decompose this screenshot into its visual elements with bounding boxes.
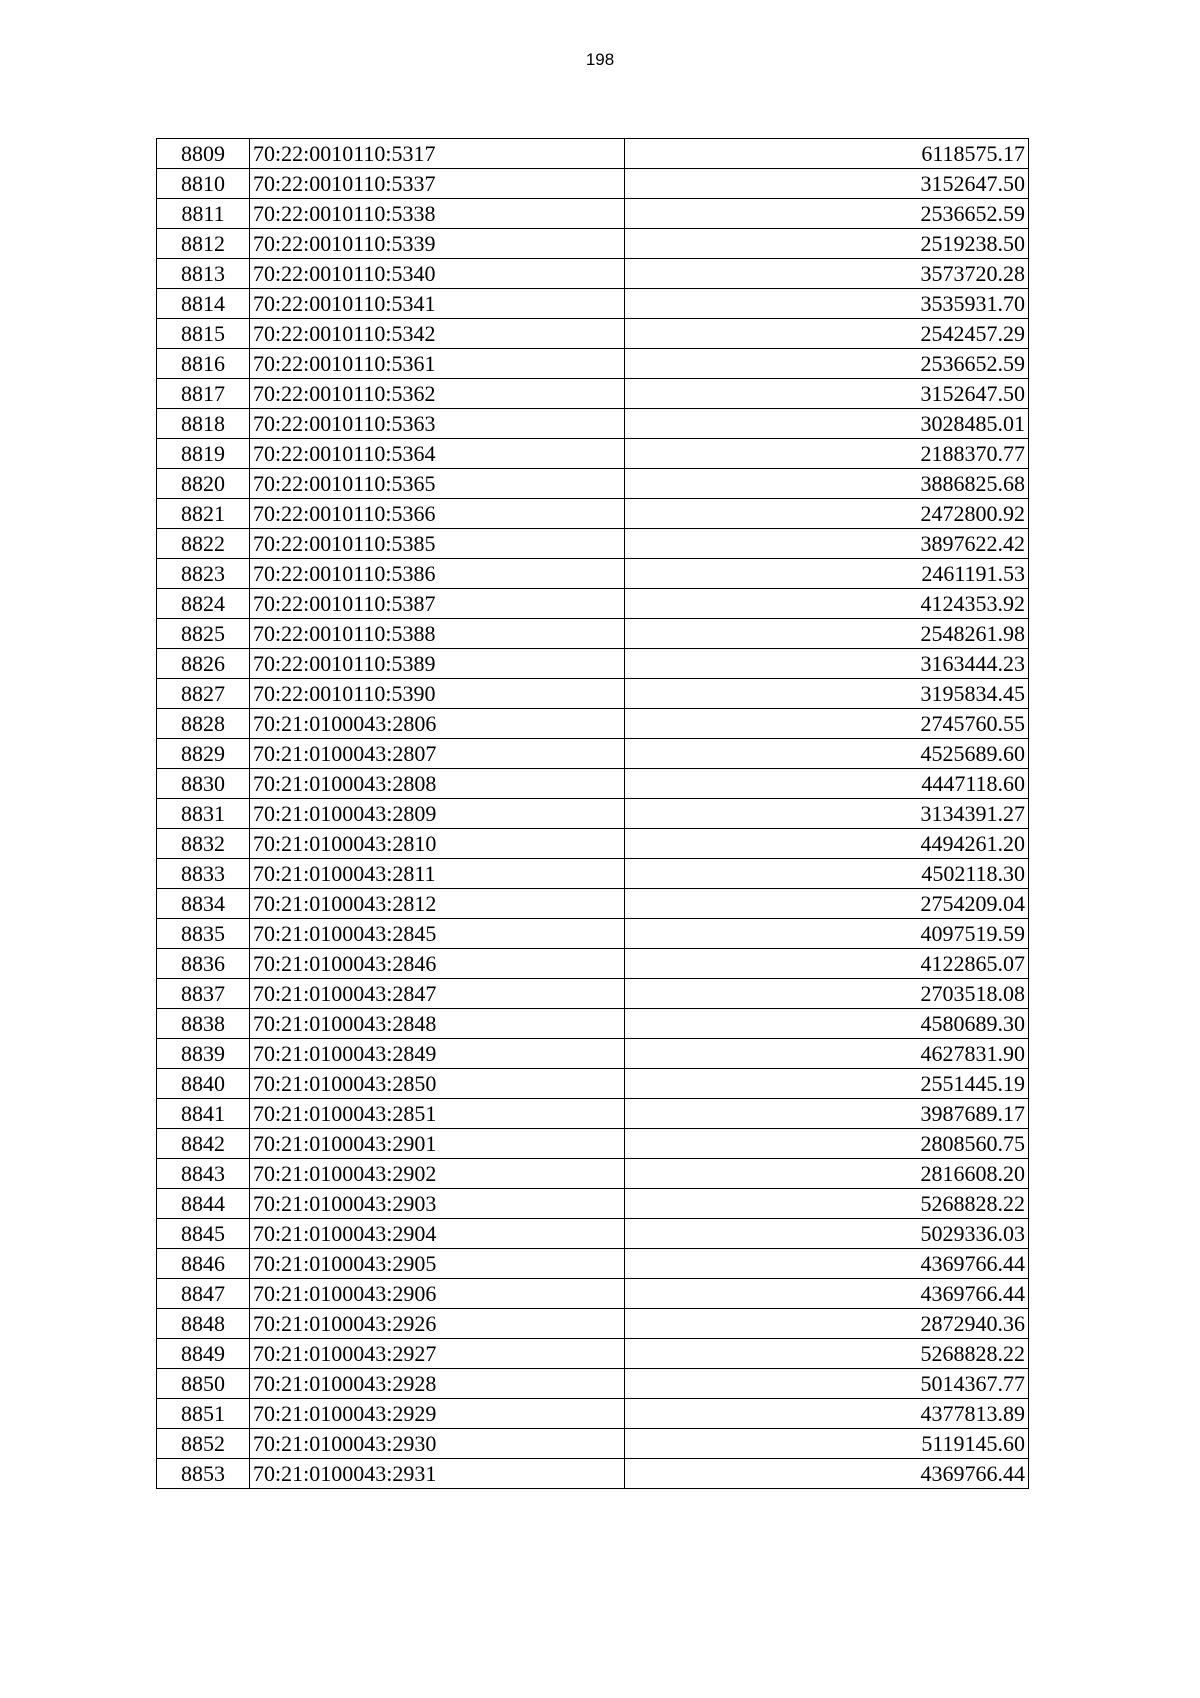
row-number-cell: 8826 <box>157 649 250 679</box>
cadastral-number-cell: 70:21:0100043:2901 <box>250 1129 625 1159</box>
value-cell: 2536652.59 <box>625 349 1029 379</box>
table-row <box>157 319 1029 349</box>
cadastral-number-cell: 70:22:0010110:5388 <box>250 619 625 649</box>
row-number-cell: 8824 <box>157 589 250 619</box>
row-number-cell: 8827 <box>157 679 250 709</box>
cadastral-number-cell: 70:22:0010110:5340 <box>250 259 625 289</box>
row-number-cell: 8835 <box>157 919 250 949</box>
cadastral-number-cell: 70:22:0010110:5387 <box>250 589 625 619</box>
row-number-cell: 8828 <box>157 709 250 739</box>
table-row <box>157 139 1029 169</box>
cadastral-number-cell: 70:21:0100043:2904 <box>250 1219 625 1249</box>
cadastral-number-cell: 70:22:0010110:5337 <box>250 169 625 199</box>
table-row <box>157 229 1029 259</box>
value-cell: 2461191.53 <box>625 559 1029 589</box>
cadastral-number-cell: 70:22:0010110:5338 <box>250 199 625 229</box>
table-row <box>157 649 1029 679</box>
row-number-cell: 8833 <box>157 859 250 889</box>
row-number-cell: 8850 <box>157 1369 250 1399</box>
value-cell: 2872940.36 <box>625 1309 1029 1339</box>
table-row <box>157 889 1029 919</box>
cadastral-number-cell: 70:21:0100043:2850 <box>250 1069 625 1099</box>
row-number-cell: 8821 <box>157 499 250 529</box>
value-cell: 4369766.44 <box>625 1279 1029 1309</box>
cadastral-number-cell: 70:21:0100043:2926 <box>250 1309 625 1339</box>
cadastral-number-cell: 70:22:0010110:5363 <box>250 409 625 439</box>
row-number-cell: 8830 <box>157 769 250 799</box>
row-number-cell: 8832 <box>157 829 250 859</box>
table-row <box>157 529 1029 559</box>
cadastral-number-cell: 70:22:0010110:5362 <box>250 379 625 409</box>
cadastral-number-cell: 70:21:0100043:2808 <box>250 769 625 799</box>
cadastral-number-cell: 70:21:0100043:2809 <box>250 799 625 829</box>
value-cell: 3152647.50 <box>625 379 1029 409</box>
value-cell: 3897622.42 <box>625 529 1029 559</box>
page-number: 198 <box>585 50 615 69</box>
value-cell: 4447118.60 <box>625 769 1029 799</box>
value-cell: 4377813.89 <box>625 1399 1029 1429</box>
value-cell: 3028485.01 <box>625 409 1029 439</box>
value-cell: 2188370.77 <box>625 439 1029 469</box>
value-cell: 2472800.92 <box>625 499 1029 529</box>
table-row <box>157 1279 1029 1309</box>
table-row <box>157 1459 1029 1489</box>
table-row <box>157 799 1029 829</box>
cadastral-number-cell: 70:22:0010110:5366 <box>250 499 625 529</box>
cadastral-number-cell: 70:21:0100043:2849 <box>250 1039 625 1069</box>
cadastral-number-cell: 70:21:0100043:2930 <box>250 1429 625 1459</box>
table-body <box>157 139 1029 1489</box>
value-cell: 3134391.27 <box>625 799 1029 829</box>
row-number-cell: 8849 <box>157 1339 250 1369</box>
table-row <box>157 1129 1029 1159</box>
row-number-cell: 8836 <box>157 949 250 979</box>
table-row <box>157 1159 1029 1189</box>
cadastral-number-cell: 70:21:0100043:2811 <box>250 859 625 889</box>
table-row <box>157 619 1029 649</box>
cadastral-number-cell: 70:22:0010110:5364 <box>250 439 625 469</box>
value-cell: 5029336.03 <box>625 1219 1029 1249</box>
cadastral-number-cell: 70:22:0010110:5317 <box>250 139 625 169</box>
row-number-cell: 8846 <box>157 1249 250 1279</box>
value-cell: 6118575.17 <box>625 139 1029 169</box>
table-row <box>157 349 1029 379</box>
cadastral-number-cell: 70:21:0100043:2845 <box>250 919 625 949</box>
cadastral-number-cell: 70:21:0100043:2846 <box>250 949 625 979</box>
row-number-cell: 8834 <box>157 889 250 919</box>
value-cell: 5268828.22 <box>625 1189 1029 1219</box>
table-row <box>157 1249 1029 1279</box>
row-number-cell: 8819 <box>157 439 250 469</box>
table-row <box>157 1429 1029 1459</box>
table-row <box>157 1399 1029 1429</box>
cadastral-number-cell: 70:21:0100043:2903 <box>250 1189 625 1219</box>
table-row <box>157 499 1029 529</box>
value-cell: 4494261.20 <box>625 829 1029 859</box>
table-row <box>157 169 1029 199</box>
table-row <box>157 1069 1029 1099</box>
cadastral-number-cell: 70:21:0100043:2851 <box>250 1099 625 1129</box>
cadastral-number-cell: 70:21:0100043:2927 <box>250 1339 625 1369</box>
row-number-cell: 8852 <box>157 1429 250 1459</box>
cadastral-number-cell: 70:21:0100043:2810 <box>250 829 625 859</box>
table-row <box>157 1039 1029 1069</box>
cadastral-number-cell: 70:22:0010110:5339 <box>250 229 625 259</box>
row-number-cell: 8837 <box>157 979 250 1009</box>
table-row <box>157 1219 1029 1249</box>
cadastral-number-cell: 70:21:0100043:2902 <box>250 1159 625 1189</box>
table-row <box>157 1099 1029 1129</box>
value-cell: 5014367.77 <box>625 1369 1029 1399</box>
cadastral-number-cell: 70:22:0010110:5365 <box>250 469 625 499</box>
row-number-cell: 8813 <box>157 259 250 289</box>
value-cell: 3163444.23 <box>625 649 1029 679</box>
value-cell: 2519238.50 <box>625 229 1029 259</box>
row-number-cell: 8811 <box>157 199 250 229</box>
row-number-cell: 8822 <box>157 529 250 559</box>
value-cell: 3573720.28 <box>625 259 1029 289</box>
row-number-cell: 8809 <box>157 139 250 169</box>
table-row <box>157 829 1029 859</box>
cadastral-number-cell: 70:22:0010110:5361 <box>250 349 625 379</box>
row-number-cell: 8851 <box>157 1399 250 1429</box>
table-row <box>157 589 1029 619</box>
row-number-cell: 8847 <box>157 1279 250 1309</box>
table-row <box>157 919 1029 949</box>
row-number-cell: 8840 <box>157 1069 250 1099</box>
table-row <box>157 259 1029 289</box>
table-row <box>157 1009 1029 1039</box>
row-number-cell: 8845 <box>157 1219 250 1249</box>
table-row <box>157 1189 1029 1219</box>
value-cell: 2745760.55 <box>625 709 1029 739</box>
cadastral-number-cell: 70:21:0100043:2906 <box>250 1279 625 1309</box>
table-row <box>157 859 1029 889</box>
table-row <box>157 739 1029 769</box>
value-cell: 4580689.30 <box>625 1009 1029 1039</box>
row-number-cell: 8841 <box>157 1099 250 1129</box>
value-cell: 4124353.92 <box>625 589 1029 619</box>
row-number-cell: 8815 <box>157 319 250 349</box>
row-number-cell: 8817 <box>157 379 250 409</box>
table-row <box>157 379 1029 409</box>
value-cell: 2551445.19 <box>625 1069 1029 1099</box>
row-number-cell: 8829 <box>157 739 250 769</box>
table-row <box>157 199 1029 229</box>
row-number-cell: 8810 <box>157 169 250 199</box>
value-cell: 2548261.98 <box>625 619 1029 649</box>
value-cell: 4369766.44 <box>625 1459 1029 1489</box>
cadastral-number-cell: 70:21:0100043:2847 <box>250 979 625 1009</box>
table-row <box>157 1339 1029 1369</box>
cadastral-number-cell: 70:21:0100043:2929 <box>250 1399 625 1429</box>
row-number-cell: 8820 <box>157 469 250 499</box>
table-row <box>157 1309 1029 1339</box>
row-number-cell: 8818 <box>157 409 250 439</box>
cadastral-number-cell: 70:21:0100043:2928 <box>250 1369 625 1399</box>
table-row <box>157 769 1029 799</box>
data-table <box>156 138 1029 1489</box>
value-cell: 3886825.68 <box>625 469 1029 499</box>
value-cell: 3987689.17 <box>625 1099 1029 1129</box>
cadastral-number-cell: 70:21:0100043:2848 <box>250 1009 625 1039</box>
value-cell: 2816608.20 <box>625 1159 1029 1189</box>
table-row <box>157 979 1029 1009</box>
table-row <box>157 469 1029 499</box>
value-cell: 4097519.59 <box>625 919 1029 949</box>
table-row <box>157 559 1029 589</box>
cadastral-number-cell: 70:21:0100043:2905 <box>250 1249 625 1279</box>
value-cell: 2536652.59 <box>625 199 1029 229</box>
cadastral-number-cell: 70:22:0010110:5386 <box>250 559 625 589</box>
value-cell: 3535931.70 <box>625 289 1029 319</box>
row-number-cell: 8825 <box>157 619 250 649</box>
table-row <box>157 949 1029 979</box>
row-number-cell: 8831 <box>157 799 250 829</box>
value-cell: 2542457.29 <box>625 319 1029 349</box>
cadastral-number-cell: 70:22:0010110:5389 <box>250 649 625 679</box>
value-cell: 2703518.08 <box>625 979 1029 1009</box>
value-cell: 4525689.60 <box>625 739 1029 769</box>
value-cell: 3152647.50 <box>625 169 1029 199</box>
value-cell: 3195834.45 <box>625 679 1029 709</box>
row-number-cell: 8812 <box>157 229 250 259</box>
row-number-cell: 8853 <box>157 1459 250 1489</box>
cadastral-number-cell: 70:21:0100043:2807 <box>250 739 625 769</box>
cadastral-number-cell: 70:21:0100043:2931 <box>250 1459 625 1489</box>
value-cell: 2808560.75 <box>625 1129 1029 1159</box>
cadastral-number-cell: 70:22:0010110:5341 <box>250 289 625 319</box>
cadastral-number-cell: 70:22:0010110:5390 <box>250 679 625 709</box>
row-number-cell: 8814 <box>157 289 250 319</box>
table-row <box>157 409 1029 439</box>
value-cell: 4122865.07 <box>625 949 1029 979</box>
row-number-cell: 8842 <box>157 1129 250 1159</box>
row-number-cell: 8839 <box>157 1039 250 1069</box>
value-cell: 4627831.90 <box>625 1039 1029 1069</box>
table-row <box>157 709 1029 739</box>
table-row <box>157 679 1029 709</box>
value-cell: 5119145.60 <box>625 1429 1029 1459</box>
table-row <box>157 1369 1029 1399</box>
cadastral-number-cell: 70:21:0100043:2806 <box>250 709 625 739</box>
value-cell: 5268828.22 <box>625 1339 1029 1369</box>
value-cell: 2754209.04 <box>625 889 1029 919</box>
cadastral-number-cell: 70:21:0100043:2812 <box>250 889 625 919</box>
row-number-cell: 8838 <box>157 1009 250 1039</box>
row-number-cell: 8816 <box>157 349 250 379</box>
row-number-cell: 8823 <box>157 559 250 589</box>
row-number-cell: 8843 <box>157 1159 250 1189</box>
value-cell: 4369766.44 <box>625 1249 1029 1279</box>
cadastral-number-cell: 70:22:0010110:5385 <box>250 529 625 559</box>
value-cell: 4502118.30 <box>625 859 1029 889</box>
table-row <box>157 439 1029 469</box>
row-number-cell: 8844 <box>157 1189 250 1219</box>
cadastral-number-cell: 70:22:0010110:5342 <box>250 319 625 349</box>
table-row <box>157 289 1029 319</box>
row-number-cell: 8848 <box>157 1309 250 1339</box>
